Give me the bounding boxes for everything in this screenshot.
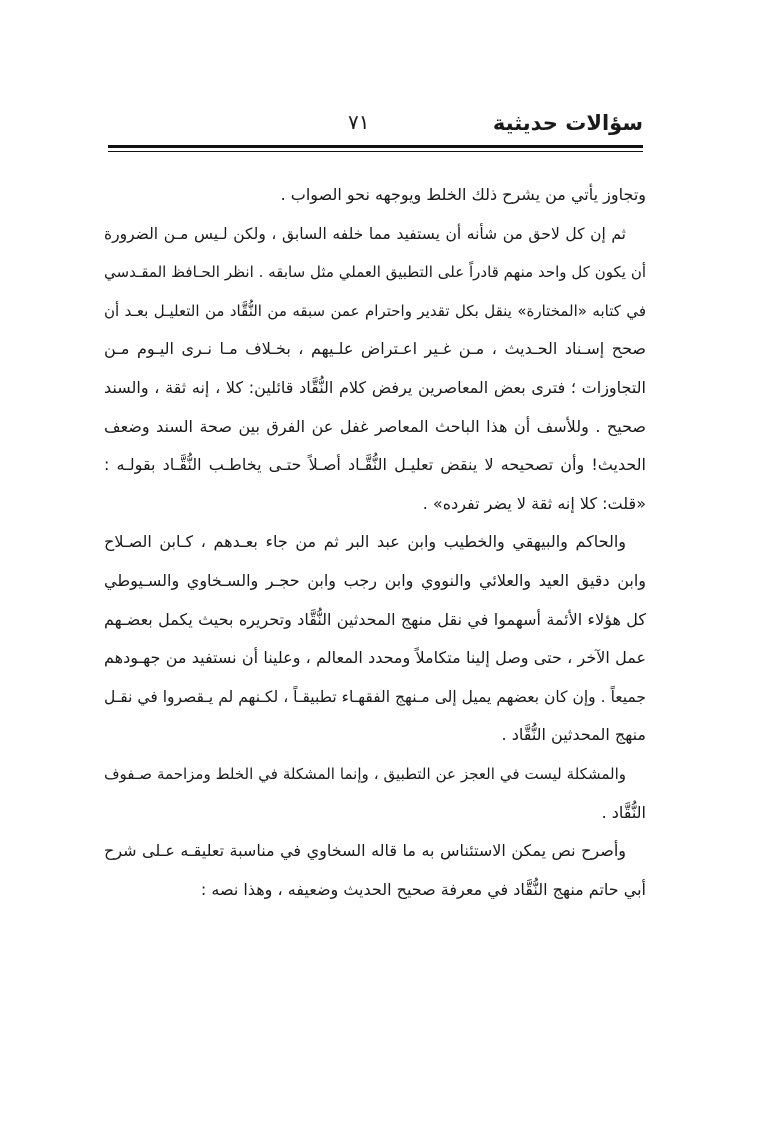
text-line: الحديث! وأن تصحيحه لا ينقض تعليـل النُّقَّـاد أصـلاً حتـى يخاطـب النُّقَّـاد بقولـه : bbox=[104, 455, 646, 475]
text-line: وتجاوز يأتي من يشرح ذلك الخلط ويوجهه نحو الصواب . bbox=[280, 185, 646, 204]
text-line: أن يكون كل واحد منهم قادراً على التطبيق العملي مثل سابقه . انظر الحـافظ المقـدسي bbox=[104, 263, 646, 282]
text-line: والمشكلة ليست في العجز عن التطبيق ، وإنما المشكلة في الخلط ومزاحمة صـفوف bbox=[104, 764, 626, 783]
page-number: ٧١ bbox=[348, 110, 370, 134]
page-header bbox=[108, 108, 643, 144]
text-line: ثم إن كل لاحق من شأنه أن يستفيد مما خلفه السابق ، ولكن لـيس مـن الضرورة bbox=[104, 224, 626, 243]
text-line: جميعاً . وإن كان بعضهم يميل إلى مـنهج الفقهـاء تطبيقـاً ، لكـنهم لم يـقصروا في نقـل bbox=[104, 687, 646, 706]
text-line: عمل الآخر ، حتى وصل إلينا متكاملاً ومحدد المعالم ، وعلينا أن نستفيد من جهـودهم bbox=[104, 648, 646, 668]
text-line: وابن دقيق العيد والعلائي والنووي وابن رجب وابن حجـر والسـخاوي والسـيوطي bbox=[104, 570, 646, 590]
text-line: النُّقَّاد . bbox=[601, 802, 646, 822]
text-line: «قلت: كلا إنه ثقة لا يضر تفرده» . bbox=[422, 493, 646, 513]
text-line: صحيح . وللأسف أن هذا الباحث المعاصر غفل عن الفرق بين صحة السند وضعف bbox=[104, 416, 646, 436]
text-line: في كتابه «المختارة» ينقل بكل تقدير واحترام عمن سبقه من النُّقَّاد من التعليـل بعـد أن bbox=[104, 301, 646, 320]
text-line: التجاوزات ؛ فترى بعض المعاصرين يرفض كلام النُّقَّاد قائلين: كلا ، إنه ثقة ، والسند bbox=[104, 377, 646, 397]
header-rule-thick bbox=[108, 145, 643, 148]
text-line: أبي حاتم منهج النُّقَّاد في معرفة صحيح الحديث وضعيفه ، وهذا نصه : bbox=[200, 879, 646, 899]
text-line: صحح إسـناد الحـديث ، مـن غـير اعـتراض علـيهم ، بخـلاف مـا نـرى اليـوم مـن bbox=[104, 339, 646, 359]
text-line: والحاكم والبيهقي والخطيب وابن عبد البر ثم من جاء بعـدهم ، كـابن الصـلاح bbox=[104, 532, 626, 552]
text-line: كل هؤلاء الأئمة أسهموا في نقل منهج المحدثين النُّقَّاد وتحريره بحيث يكمل بعضـهم bbox=[104, 609, 646, 629]
body-text bbox=[104, 176, 646, 909]
text-line: وأصرح نص يمكن الاستئناس به ما قاله السخاوي في مناسبة تعليقـه عـلى شرح bbox=[104, 841, 626, 861]
header-rule-thin bbox=[108, 151, 643, 152]
running-title: سؤالات حديثية bbox=[492, 111, 643, 135]
text-line: منهج المحدثين النُّقَّاد . bbox=[501, 725, 646, 745]
